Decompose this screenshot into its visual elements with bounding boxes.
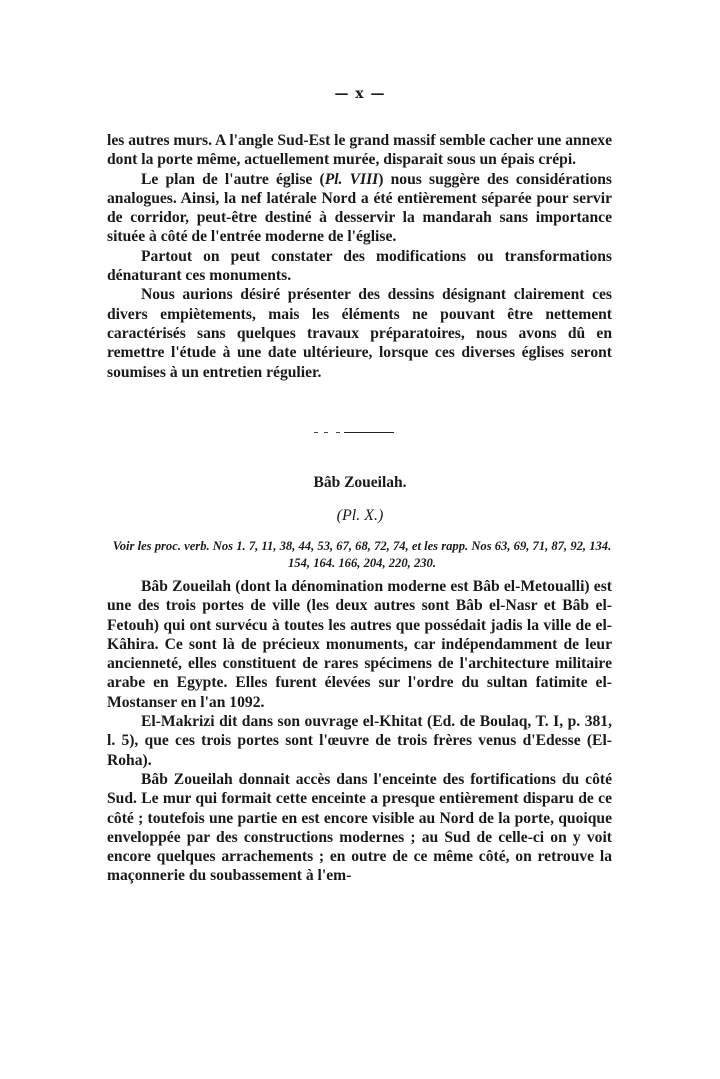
separator-dash (324, 432, 328, 433)
section-title: Bâb Zoueilah. (313, 474, 407, 491)
paragraph (107, 170, 612, 247)
paragraph-text: Le plan de l'autre église ( (141, 170, 325, 188)
paragraph: Bâb Zoueilah donnait accès dans l'enceinte des fortifications du côté Sud. Le mur qui formait cette enceinte a presque entièrement disparu de ce côté ; toutefois une partie en est encore visible au Nord de la porte, quoique enveloppée par des constructions modernes ; au Sud de celle-ci on y voit encore quelques arrachements ; en outre de ce même côté, on retrouve la maçonnerie du soubassement à l'em- (107, 770, 612, 885)
paragraph: Partout on peut constater des modifications ou transformations dénaturant ces monuments. (107, 247, 612, 285)
separator-dash (344, 432, 394, 433)
separator-dash (336, 432, 340, 433)
page-number: — x — (334, 86, 386, 102)
section-separator (314, 432, 398, 433)
section-continuation-text (107, 131, 612, 382)
paragraph: les autres murs. A l'angle Sud-Est le grand massif semble cacher une annexe dont la porte même, actuellement murée, disparait sous un épais crépi. (107, 132, 612, 169)
plate-reference: Pl. VIII (324, 170, 379, 188)
paragraph: El-Makrizi dit dans son ouvrage el-Khitat (Ed. de Boulaq, T. I, p. 381, l. 5), que ces trois portes sont l'œuvre de trois frères venus d'Edesse (El-Roha). (107, 713, 612, 769)
paragraph: Nous aurions désiré présenter des dessins désignant clairement ces divers empiètements, mais les éléments ne pouvant être nettement caractérisés sans quelques travaux préparatoires, nous avons dû en remettre l'étude à une date ultérieure, lorsque ces diverses églises seront soumises à un entretien régulier. (107, 286, 612, 381)
paragraph: Bâb Zoueilah (dont la dénomination moderne est Bâb el-Metoualli) est une des trois portes de ville (les deux autres sont Bâb el-Nasr et Bâb el-Fetouh) qui ont survécu à toutes les autres que possédait jadis la ville de el-Kâhira. Ce sont là de précieux monuments, car indépendamment de leur ancienneté, elles constituent de rares spécimens de l'architecture militaire arabe en Egypte. Elles furent élevées sur l'ordre du sultan fatimite el-Mostanser en l'an 1092. (107, 578, 612, 711)
section-body (107, 577, 612, 886)
paragraph-text: ) nous suggère des considérations analogues. Ainsi, la nef latérale Nord a été entièrement séparée pour servir de corridor, peut-être destiné à desservir la mandarah sans importance située à côté de l'entrée moderne de l'église. (107, 170, 612, 246)
separator-dash (314, 432, 318, 433)
plate-label: (Pl. X.) (336, 507, 384, 524)
references-note: Voir les proc. verb. Nos 1. 7, 11, 38, 44, 53, 67, 68, 72, 74, et les rapp. Nos 63, 69, 71, 87, 92, 134. 154, 164. 166, 204, 220, 230. (112, 539, 612, 570)
